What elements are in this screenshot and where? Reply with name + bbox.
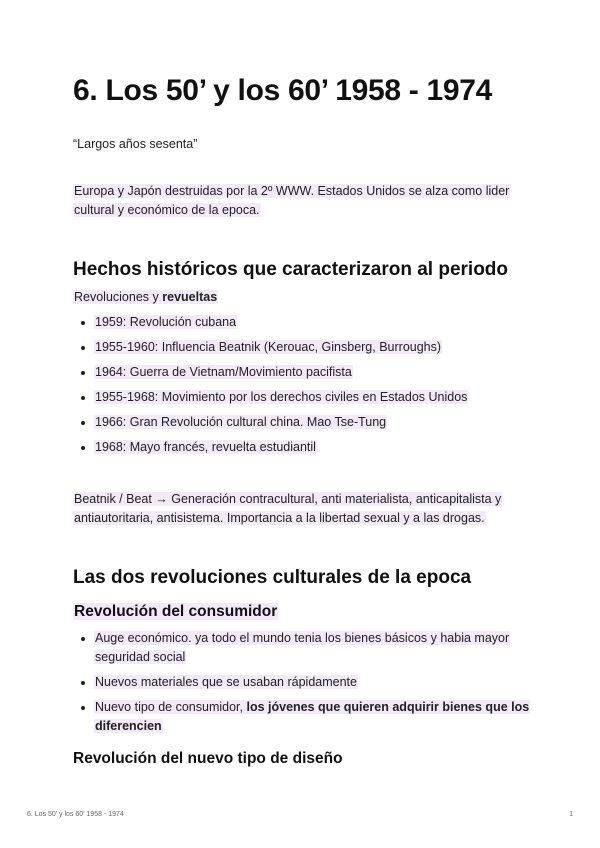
beat-line-1: Beatnik / Beat → Generación contracultural, anti materialista, anticapitalista y	[74, 492, 502, 506]
section-heading-revoluciones: Las dos revoluciones culturales de la epoca	[73, 567, 472, 588]
intro-paragraph	[73, 182, 510, 220]
subtitle-quote: “Largos años sesenta”	[73, 137, 198, 151]
subheading-consumidor: Revolución del consumidor	[74, 603, 278, 620]
lead-bold-text: revueltas	[162, 290, 218, 304]
beat-line-2: antiautoritaria, antisistema. Importancia a la libertad sexual y a las drogas.	[74, 511, 485, 525]
page-title: 6. Los 50’ y los 60’ 1958 - 1974	[73, 74, 493, 107]
beat-paragraph	[73, 490, 502, 528]
list-item: Auge económico. ya todo el mundo tenia los bienes básicos y habia mayor seguridad social	[77, 629, 530, 667]
list-item: Nuevo tipo de consumidor, los jóvenes que quieren adquirir bienes que los diferencien	[77, 698, 530, 736]
list-item: 1959: Revolución cubana	[77, 313, 468, 332]
list-item: 1964: Guerra de Vietnam/Movimiento pacifista	[77, 363, 468, 382]
page-number: 1	[569, 811, 573, 818]
section-lead	[73, 288, 218, 307]
list-item: Nuevos materiales que se usaban rápidamente	[77, 673, 530, 692]
intro-line-1: Europa y Japón destruidas por la 2º WWW. Estados Unidos se alza como lider	[74, 184, 510, 198]
list-item: 1955-1968: Movimiento por los derechos civiles en Estados Unidos	[77, 388, 468, 407]
events-list	[77, 313, 468, 457]
footer-title: 6. Los 50’ y los 60’ 1958 - 1974	[27, 811, 124, 818]
subheading-diseno: Revolución del nuevo tipo de diseño	[73, 750, 343, 767]
list-item: 1968: Mayo francés, revuelta estudiantil	[77, 438, 468, 457]
consumer-list	[77, 629, 530, 736]
section-heading-hechos: Hechos históricos que caracterizaron al periodo	[73, 259, 509, 280]
intro-line-2: cultural y económico de la epoca.	[74, 203, 260, 217]
lead-text: Revoluciones y	[74, 290, 163, 304]
list-item: 1955-1960: Influencia Beatnik (Kerouac, Ginsberg, Burroughs)	[77, 338, 468, 357]
list-item: 1966: Gran Revolución cultural china. Mao Tse-Tung	[77, 413, 468, 432]
